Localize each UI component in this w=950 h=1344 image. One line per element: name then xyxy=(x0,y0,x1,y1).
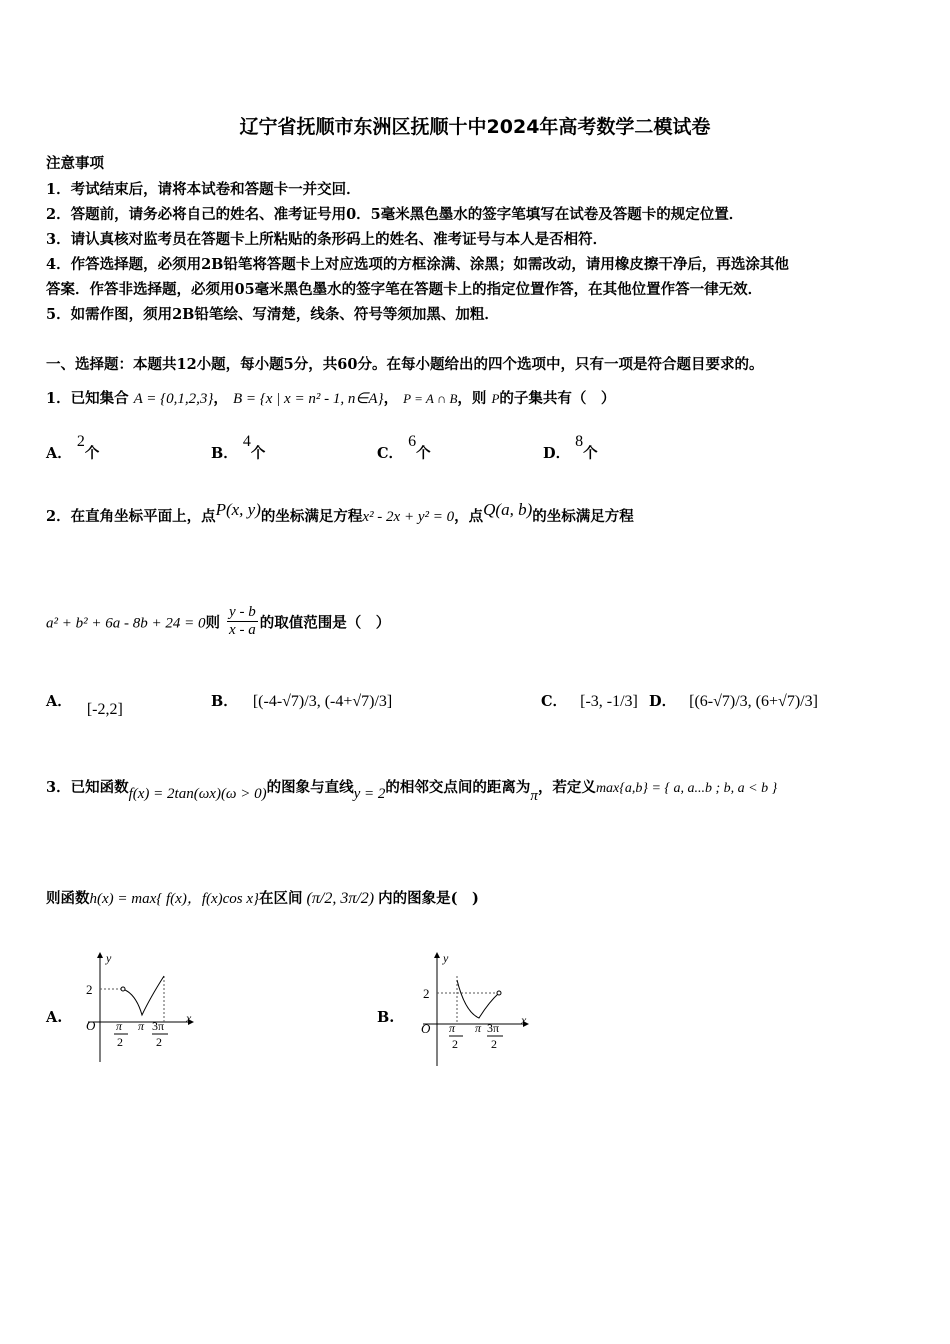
svg-text:2: 2 xyxy=(491,1037,497,1051)
section-heading: 一、选择题：本题共12小题，每小题5分，共60分。在每小题给出的四个选项中，只有一项是符合题目要求的。 xyxy=(46,356,764,373)
curve xyxy=(457,980,499,1018)
q3-text1: 的图象与直线 xyxy=(266,779,354,796)
option-label: B. xyxy=(377,1009,395,1026)
svg-text:2: 2 xyxy=(156,1035,162,1049)
q2-fraction xyxy=(227,604,258,639)
option-value: [(-4-√7)/3, (-4+√7)/3] xyxy=(252,693,393,710)
question-1: 1．已知集合 A = {0,1,2,3}， B = {x | x = n² - 1, n∈A}， P = A ∩ B，则 P的子集共有（ ） xyxy=(46,390,616,407)
option-unit: 个 xyxy=(250,445,266,462)
option-label: B． xyxy=(211,445,238,462)
q2-text1: 的坐标满足方程 xyxy=(260,508,363,525)
y-axis-arrow xyxy=(97,952,103,958)
q1-set-b: B = {x | x = n² - 1, n∈A} xyxy=(232,391,384,407)
q3-maxdef: max{a,b} = { a, a...b ; b, a < b } xyxy=(595,781,778,796)
svg-text:x: x xyxy=(186,1011,192,1025)
q3-graph-a xyxy=(80,950,200,1068)
q2-eq2: a² + b² + 6a - 8b + 24 = 0 xyxy=(46,615,206,632)
q3-func: f(x) = 2tan(ωx)(ω > 0) xyxy=(128,786,267,802)
q3-text5: 内的图象是( ) xyxy=(378,890,479,907)
notice-item: 4．作答选择题，必须用2B铅笔将答题卡上对应选项的方框涂满、涂黑；如需改动，请用橡皮擦干净后，再选涂其他 xyxy=(46,256,789,273)
q1-set-p: P = A ∩ B xyxy=(403,391,458,406)
q2-option-d[interactable] xyxy=(649,690,818,711)
q3-interval: (π/2, 3π/2) xyxy=(306,890,375,907)
notice-item: 答案．作答非选择题，必须用05毫米黑色墨水的签字笔在答题卡上的指定位置作答，在其他位置作答一律无效． xyxy=(46,281,763,298)
open-point xyxy=(497,991,501,995)
option-value: [(6-√7)/3, (6+√7)/3] xyxy=(689,693,818,710)
option-label: C． xyxy=(377,445,404,462)
q3-text2: 的相邻交点间的距离为 xyxy=(385,779,531,796)
q2-text5: 的取值范围是（ ） xyxy=(259,614,391,632)
option-value: 8 xyxy=(575,433,584,450)
notice-item: 1．考试结束后，请将本试卷和答题卡一并交回． xyxy=(46,181,361,198)
svg-text:y: y xyxy=(106,951,112,965)
q3-dist: π xyxy=(530,788,538,804)
option-label: B． xyxy=(211,693,238,710)
page-title: 辽宁省抚顺市东洲区抚顺十中2024年高考数学二模试卷 xyxy=(239,116,711,138)
q3-graph-b xyxy=(415,950,535,1070)
q1-prefix: 1．已知集合 xyxy=(46,390,129,407)
q1-option-a[interactable] xyxy=(46,433,100,463)
svg-text:π: π xyxy=(475,1021,482,1035)
question-2 xyxy=(46,500,634,526)
y-axis-arrow xyxy=(434,952,440,958)
option-value: [-3, -1/3] xyxy=(580,693,638,710)
q2-point-p: P(x, y) xyxy=(215,500,261,519)
svg-text:2: 2 xyxy=(117,1035,123,1049)
svg-text:π: π xyxy=(116,1019,123,1033)
q2-eq1: x² - 2x + y² = 0 xyxy=(362,509,455,525)
q1-suffix: 的子集共有（ ） xyxy=(499,390,616,407)
svg-text:π: π xyxy=(138,1019,145,1033)
option-unit: 个 xyxy=(583,445,598,462)
svg-text:2: 2 xyxy=(423,986,430,1001)
open-point xyxy=(121,987,125,991)
svg-text:y: y xyxy=(443,951,449,965)
q2-option-c[interactable] xyxy=(541,690,638,711)
q3-line2-prefix: 则函数 xyxy=(46,890,90,907)
q3-text3: ，若定义 xyxy=(537,779,596,796)
option-unit: 个 xyxy=(84,445,100,462)
q3-option-b[interactable] xyxy=(377,1009,394,1026)
svg-text:O: O xyxy=(421,1021,431,1036)
option-label: D． xyxy=(543,445,571,462)
option-value: [-2,2] xyxy=(86,701,123,718)
q2-text4: 则 xyxy=(205,614,220,632)
q2-frac-num: y - b xyxy=(229,604,256,620)
option-unit: 个 xyxy=(416,445,431,462)
notice-item: 2．答题前，请务必将自己的姓名、准考证号用0．5毫米黑色墨水的签字笔填写在试卷及答题卡的规定位置． xyxy=(46,206,744,223)
svg-text:3π: 3π xyxy=(152,1019,165,1033)
question-3 xyxy=(46,776,778,804)
option-label: A． xyxy=(46,445,72,462)
q3-text4: 在区间 xyxy=(259,890,303,907)
option-label: C． xyxy=(541,693,568,710)
q3-option-a[interactable] xyxy=(46,1009,62,1026)
q2-option-b[interactable] xyxy=(211,690,392,711)
q3-line: y = 2 xyxy=(353,786,386,802)
svg-text:2: 2 xyxy=(452,1037,458,1051)
q1-option-c[interactable] xyxy=(377,433,431,463)
q1-option-b[interactable] xyxy=(211,433,266,463)
question-3-line2 xyxy=(46,887,479,908)
svg-text:O: O xyxy=(86,1018,96,1033)
option-value: 2 xyxy=(76,433,85,450)
option-label: A． xyxy=(46,693,72,710)
svg-text:x: x xyxy=(521,1013,527,1027)
svg-text:2: 2 xyxy=(86,982,93,997)
option-value: 4 xyxy=(242,433,251,450)
notice-heading: 注意事项 xyxy=(46,155,104,172)
option-label: A. xyxy=(46,1009,63,1026)
q2-point-q: Q(a, b) xyxy=(483,500,533,519)
option-value: 6 xyxy=(408,433,417,450)
question-2-line2 xyxy=(46,606,390,641)
svg-text:π: π xyxy=(449,1021,456,1035)
q1-option-d[interactable] xyxy=(543,433,598,463)
notice-item: 5．如需作图，须用2B铅笔绘、写清楚，线条、符号等须加黑、加粗． xyxy=(46,306,499,323)
q2-prefix: 2．在直角坐标平面上，点 xyxy=(46,508,216,525)
q1-set-a: A = {0,1,2,3} xyxy=(133,391,214,407)
q2-option-a[interactable] xyxy=(46,690,123,718)
q1-p: P xyxy=(491,391,500,406)
q3-hfunc: h(x) = max{ f(x)，f(x)cos x} xyxy=(89,891,260,907)
option-label: D． xyxy=(649,693,677,710)
curve xyxy=(123,976,164,1015)
svg-text:3π: 3π xyxy=(487,1021,500,1035)
q2-text2: ，点 xyxy=(454,508,484,525)
q1-mid: ，则 xyxy=(457,390,487,407)
q2-text3: 的坐标满足方程 xyxy=(532,508,634,525)
q2-frac-den: x - a xyxy=(229,622,256,638)
q3-prefix: 3．已知函数 xyxy=(46,779,129,796)
notice-item: 3．请认真核对监考员在答题卡上所粘贴的条形码上的姓名、准考证号与本人是否相符． xyxy=(46,231,608,248)
